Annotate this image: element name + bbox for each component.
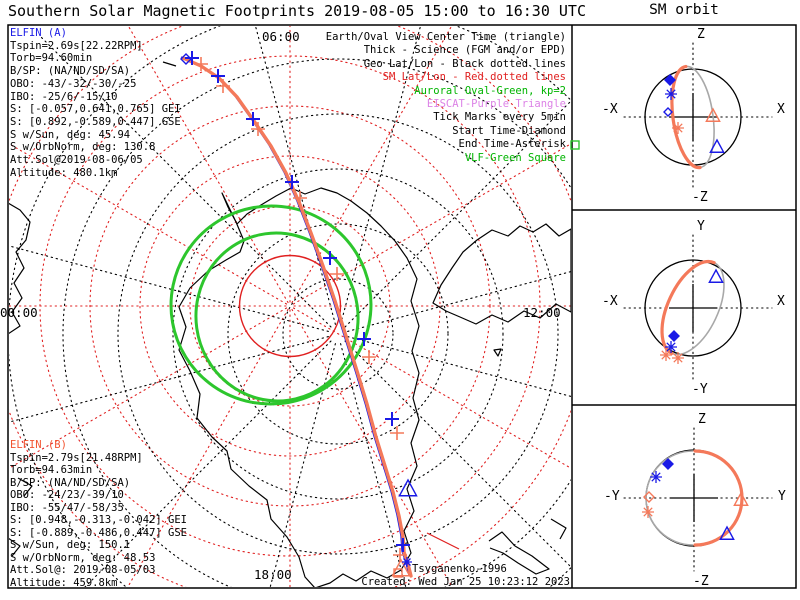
red-segment [427,533,459,549]
orange-asterisk-marker [642,506,654,518]
legend-item: Thick - Science (FGM and/or EPD) [363,44,566,57]
geo-longitude-radial [345,341,635,600]
blue-diamond-marker [669,331,679,341]
blue-asterisk-marker [665,88,677,100]
axis-label-X: X [777,102,785,117]
legend-item: End Time-Asterisk [458,138,566,151]
elfin-b-line: IBO: -55/47/-58/35 [10,501,124,514]
blue-asterisk-marker [650,471,662,483]
legend-item: Auroral Oval-Green, kp=2 [414,84,566,97]
sm-mlt-radial [293,308,575,471]
blue-triangle-marker [709,270,722,282]
axis-label-Z: Z [697,27,705,42]
elfin-b-line: Altitude: 459.8km [10,576,118,589]
elfin-a-line: Tspin=2.69s[22.22RPM] [10,39,143,52]
legend-item: Earth/Oval View Center Time (triangle) [325,31,566,43]
blue-asterisk-marker [402,557,412,567]
elfin-a-line: Torb=94.60min [10,52,93,65]
coastline-tasmania [494,349,501,356]
legend-item: SM Lat/Lon - Red dotted lines [382,71,566,84]
elfin-b-line: Att.Sol@: 2019-08-05/03 [10,564,156,576]
sm-orbit-xy-panel [602,219,785,397]
legend-item: Geo Lat/Lon - Black dotted lines [363,57,566,70]
orange-asterisk-marker [672,122,684,134]
sm-latitude-circle [140,156,440,456]
map-legend [326,31,566,165]
page-title: Southern Solar Magnetic Footprints 2019-08-05 15:00 to 16:30 UTC [8,2,586,20]
elfin-a-line: Att.Sol@2019-08-06/05 [10,154,143,167]
mlt-label: 00:00 [0,305,38,320]
legend-item: Tick Marks every 5min [433,111,566,124]
sm-orbit-yz-panel [604,412,786,589]
orange-asterisk-marker [660,349,672,361]
axis-label-negX: -X [602,294,618,309]
axis-label-negZ: -Z [693,574,709,589]
elfin-a-line: S: [-0.057,0.641,0.765] GEI [10,103,181,116]
model-label: Tsyganenko-1996 [412,563,507,575]
geo-longitude-radial [341,344,447,600]
elfin-a-header: ELFIN (A) [10,27,67,39]
orange-plus-tick [362,350,376,364]
elfin-b-info-block [10,439,187,589]
elfin-b-line: Torb=94.63min [10,464,93,476]
elfin-b-line: S: [-0.889,-0.486,0.447] GSE [10,526,188,539]
mlt-label: 18:00 [254,567,292,582]
elfin-b-line: S w/Sun, deg: 150.1 [10,539,131,551]
sm-mlt-radial [292,309,455,591]
blue-plus-tick [357,332,371,346]
blue-plus-tick [385,412,399,426]
elfin-b-line: Tspin=2.79s[21.48RPM] [10,451,143,464]
legend-item: EISCAT-Purple Triangle [426,98,566,111]
axis-label-negY: -Y [692,382,708,397]
blue-plus-tick [323,251,337,265]
legend-item: VLF-Green Square [464,151,566,164]
geo-longitude-radial [229,344,335,600]
axis-label-X: X [777,294,785,309]
elfin-a-line: B/SP: (NA/ND/SD/SA) [10,65,131,78]
geo-longitude-radial [229,0,335,324]
elfin-a-line: OBO: -43/-32/-30/-25 [10,77,137,90]
elfin-b-line: OBO: -24/23/-39/10 [10,489,124,501]
elfin-a-info-block [10,27,181,179]
sm-orbit-title: SM orbit [649,2,719,18]
created-timestamp: Created: Wed Jan 25 10:23:12 2023 [361,576,570,588]
mlt-label: 06:00 [262,29,300,44]
elfin-a-line: S w/Sun, deg: 45.94 [10,128,131,141]
axis-label-negX: -X [602,102,618,117]
elfin-b-header: ELFIN (B) [10,439,67,451]
axis-label-negZ: -Z [692,190,708,205]
elfin-a-line: IBO: -25/6/-15/10 [10,90,118,103]
coastline-new-zealand-2 [551,519,566,539]
sm-orbit-xz-panel [571,27,785,205]
center-cross [670,474,718,522]
blue-plus-tick [396,538,410,552]
elfin-a-line: Altitude: 480.1km [10,166,118,179]
axis-label-Y: Y [778,489,786,504]
orange-plus-tick [390,426,404,440]
axis-label-negY: -Y [604,489,620,504]
blue-asterisk-marker [665,341,677,353]
elfin-b-line: B/SP: (NA/ND/SD/SA) [10,476,131,489]
legend-item: Start Time-Diamond [452,124,566,137]
orange-asterisk-marker [672,352,684,364]
elfin-b-line: S w/OrbNorm, deg: 48.53 [10,551,156,564]
elfin-a-line: S w/OrbNorm, deg: 130.8 [10,141,156,154]
axis-label-Y: Y [697,219,705,234]
mlt-label: 12:00 [523,305,561,320]
center-cross [669,284,717,332]
elfin-b-line: S: [0.948,-0.313,-0.042] GEI [10,514,188,526]
axis-label-Z: Z [698,412,706,427]
elfin-a-line: S: [0.892,-0.589,0.447] GSE [10,115,181,128]
